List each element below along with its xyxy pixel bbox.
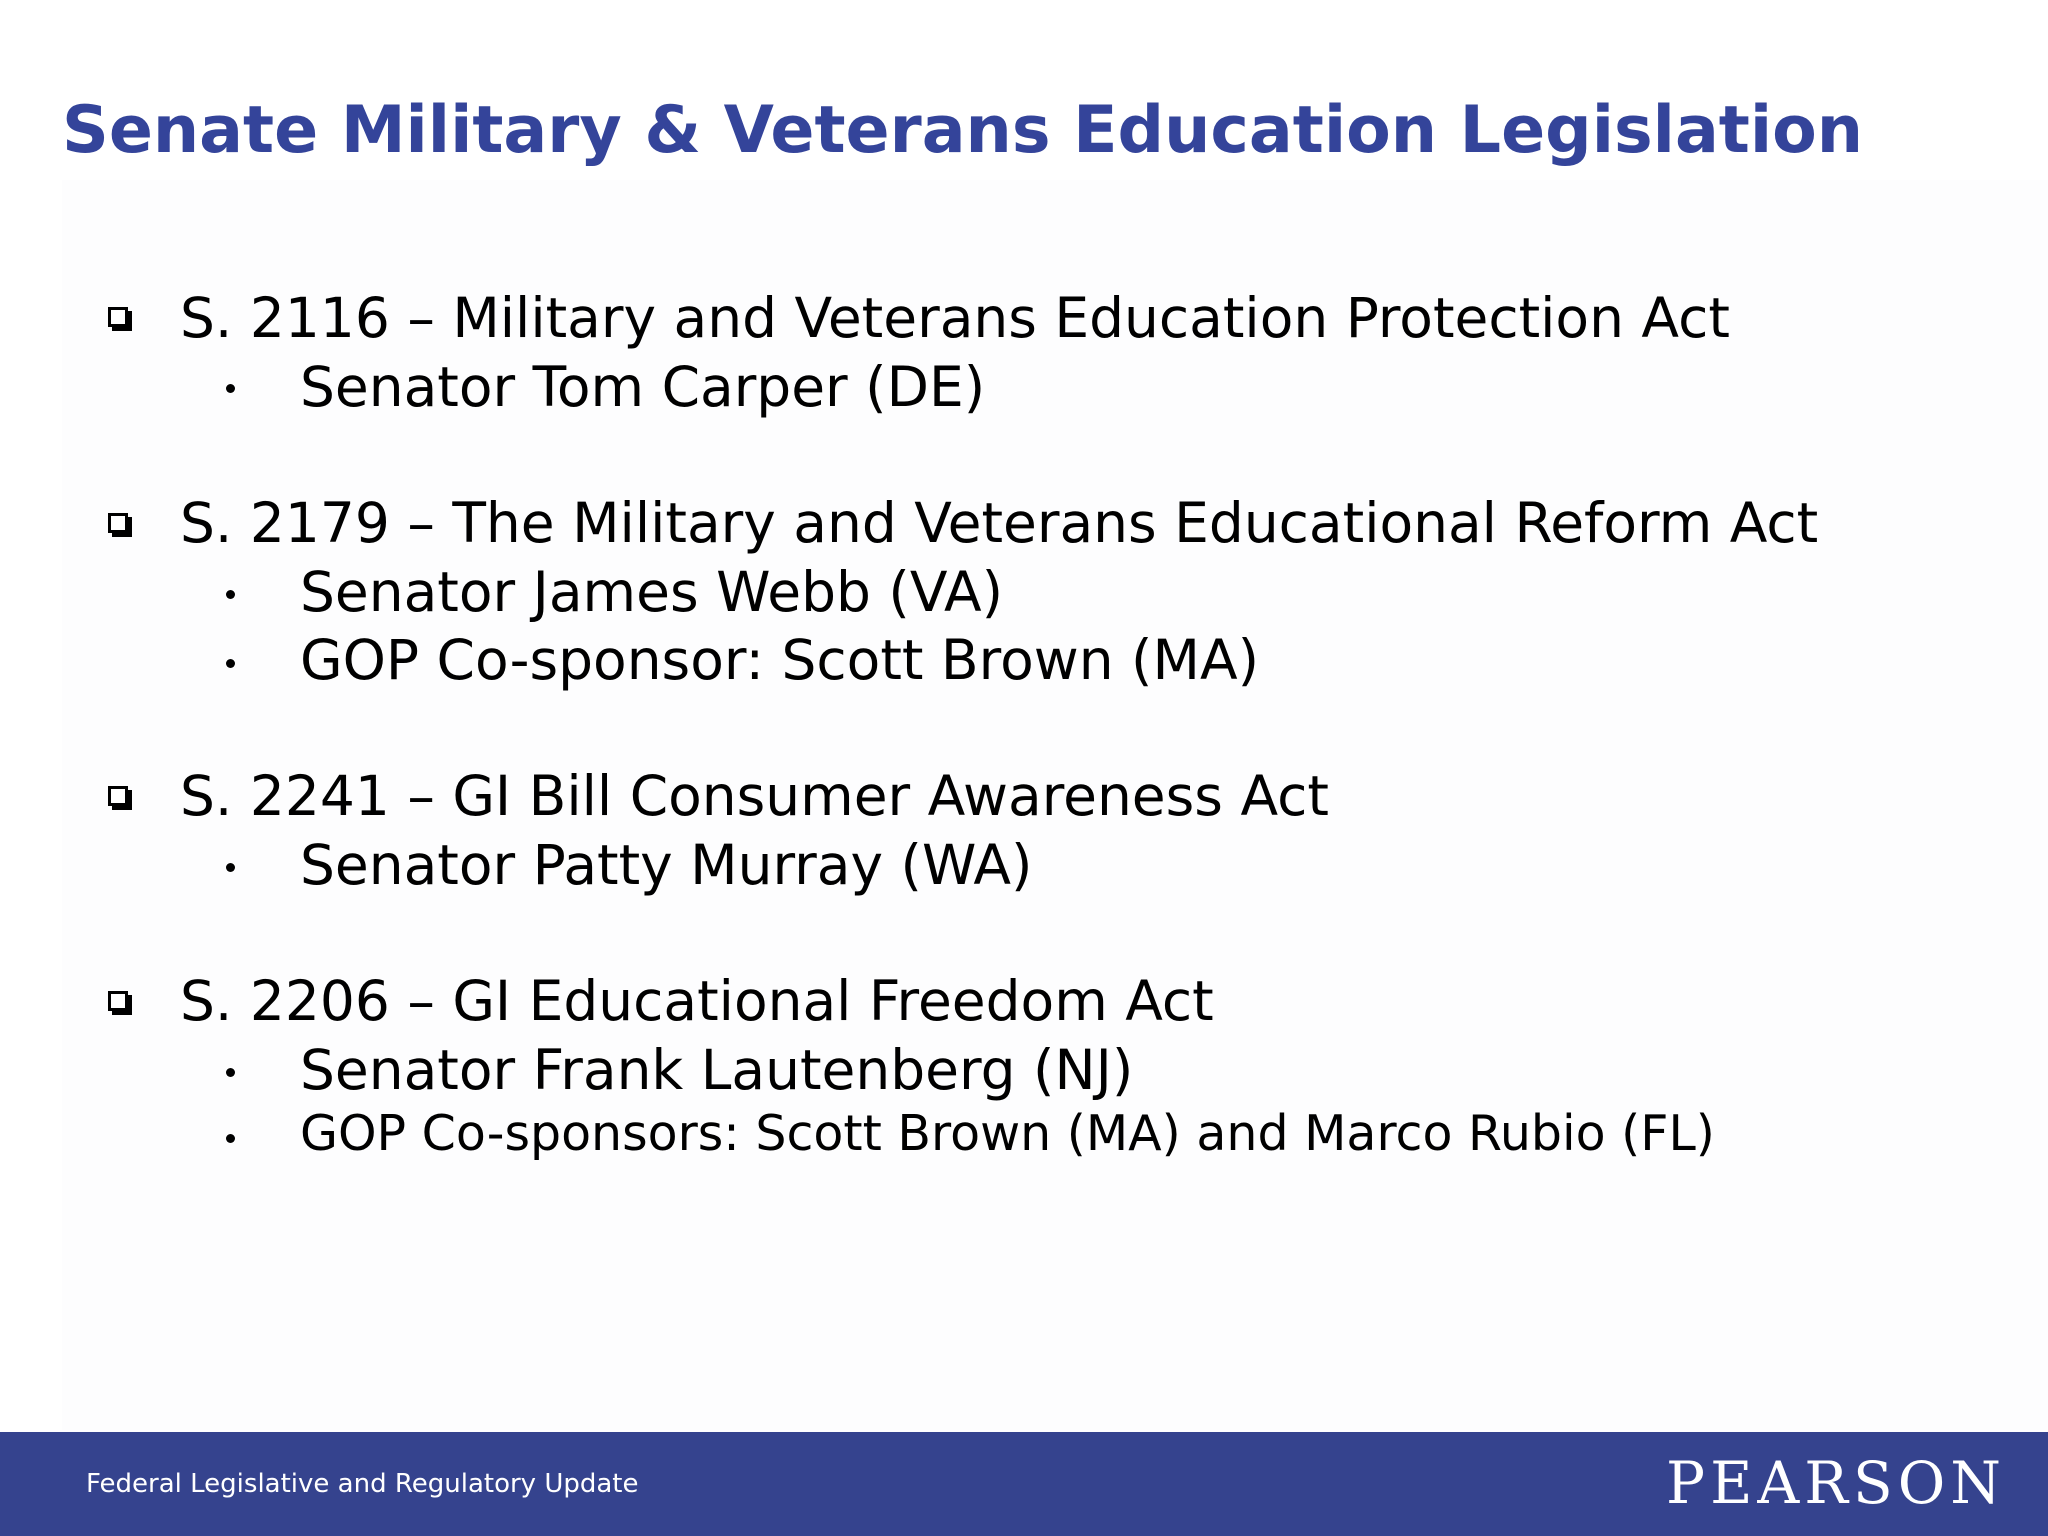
sponsor-text: Senator Tom Carper (DE): [300, 355, 986, 419]
checkbox-icon: [108, 786, 128, 806]
bullet-icon: [226, 384, 235, 393]
sponsor-text: Senator Frank Lautenberg (NJ): [300, 1038, 1134, 1102]
slide-title: Senate Military & Veterans Education Legislation: [62, 93, 1864, 168]
sponsor-text: GOP Co-sponsors: Scott Brown (MA) and Marco Rubio (FL): [300, 1105, 1715, 1162]
bullet-icon: [226, 590, 235, 599]
bullet-icon: [226, 863, 235, 872]
footer-text: Federal Legislative and Regulatory Update: [86, 1469, 639, 1499]
checkbox-icon: [108, 991, 128, 1011]
sponsor-text: GOP Co-sponsor: Scott Brown (MA): [300, 628, 1260, 692]
bullet-icon: [226, 1068, 235, 1077]
bullet-icon: [226, 1134, 235, 1143]
pearson-logo: PEARSON: [1666, 1449, 2006, 1517]
sponsor-text: Senator Patty Murray (WA): [300, 833, 1033, 897]
bill-heading: S. 2206 – GI Educational Freedom Act: [180, 969, 1214, 1033]
bill-heading: S. 2179 – The Military and Veterans Educational Reform Act: [180, 491, 1819, 555]
bill-heading: S. 2116 – Military and Veterans Education Protection Act: [180, 286, 1730, 350]
checkbox-icon: [108, 513, 128, 533]
checkbox-icon: [108, 307, 128, 327]
footer-bar: [0, 1432, 2048, 1536]
sponsor-text: Senator James Webb (VA): [300, 560, 1004, 624]
bill-heading: S. 2241 – GI Bill Consumer Awareness Act: [180, 764, 1329, 828]
bullet-icon: [226, 659, 235, 668]
